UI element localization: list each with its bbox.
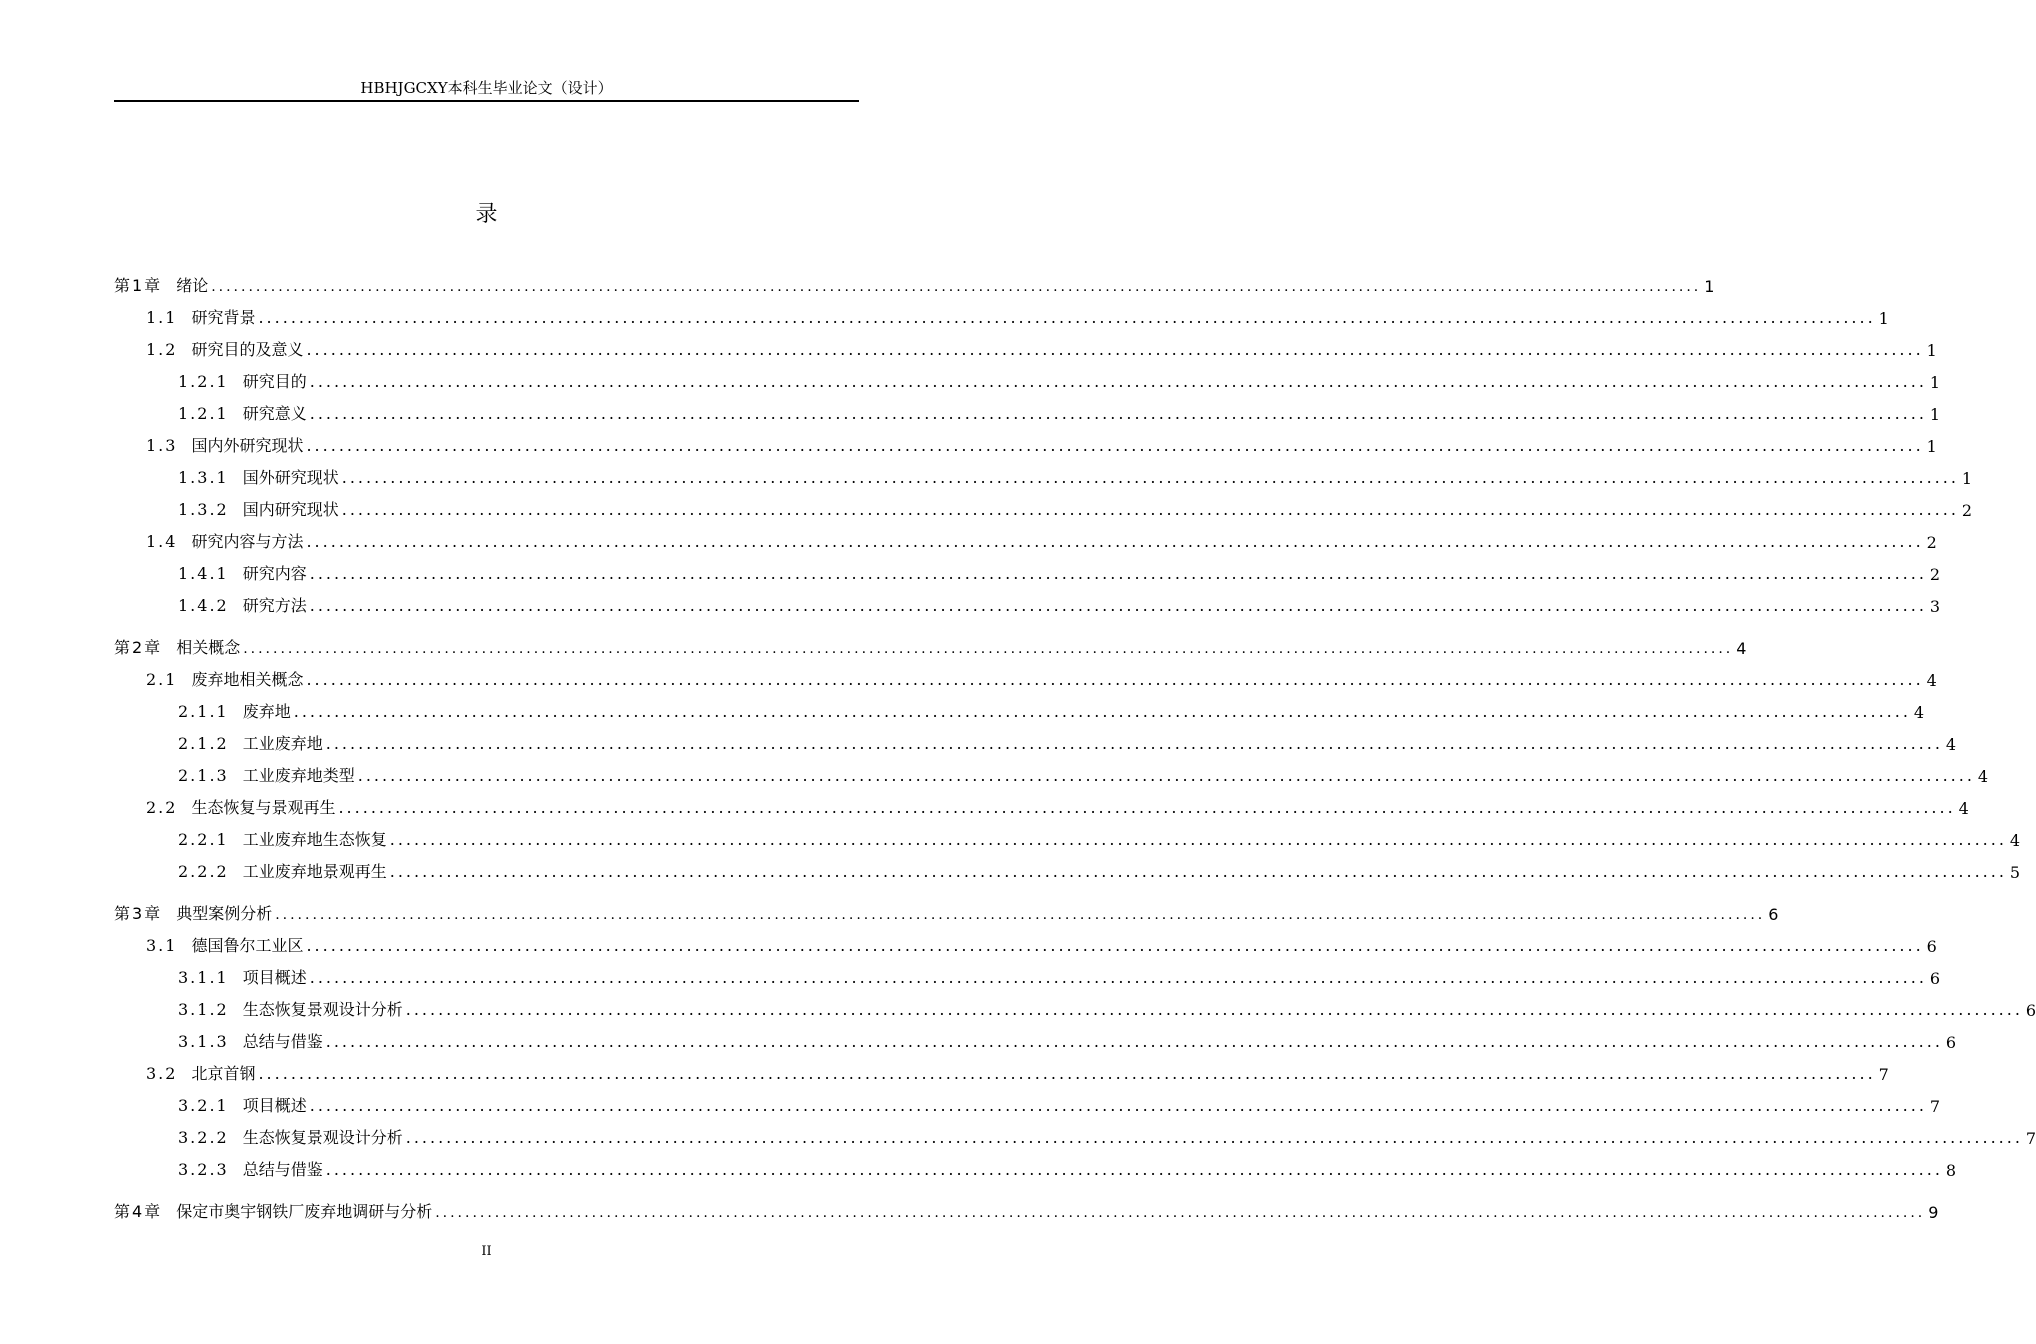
toc-leader-dots: ........................................................................................................................................................................................................ bbox=[306, 670, 1924, 689]
toc-title: 录 bbox=[475, 202, 498, 227]
toc-leader-dots: ........................................................................................................................................................................................................ bbox=[338, 798, 1956, 817]
toc-entry-title: 生态恢复景观设计分析 bbox=[242, 1000, 403, 1019]
toc-entry-title: 典型案例分析 bbox=[176, 904, 273, 923]
toc-entry bbox=[114, 756, 1989, 786]
toc-entry-page: 1 bbox=[1929, 405, 1941, 424]
toc-entry-label bbox=[114, 273, 208, 296]
toc-leader-dots: ........................................................................................................................................................................................................ bbox=[293, 702, 1911, 721]
toc-entry-number: 1.1 bbox=[146, 308, 178, 327]
header-rule bbox=[114, 100, 859, 102]
toc-entry bbox=[114, 1118, 2036, 1148]
toc-leader-dots: ........................................................................................................................................................................................................ bbox=[211, 279, 1702, 295]
toc-entry-number: 2.2.2 bbox=[178, 862, 229, 881]
toc-entry-number: 3.2 bbox=[146, 1064, 178, 1083]
toc-entry-page: 4 bbox=[1958, 799, 1969, 818]
toc-entry bbox=[114, 1022, 1957, 1052]
toc-entry-title: 生态恢复与景观再生 bbox=[191, 798, 336, 817]
toc-entry-page: 6 bbox=[1945, 1033, 1957, 1052]
toc-entry bbox=[114, 894, 1779, 924]
toc-entry-label bbox=[114, 827, 387, 850]
toc-entry-number: 1.2.1 bbox=[178, 372, 229, 391]
toc-entry-number: 2.1.3 bbox=[178, 766, 229, 785]
toc-entry-label bbox=[114, 795, 335, 818]
toc-entry-page: 2 bbox=[1926, 533, 1937, 552]
toc-leader-dots: ........................................................................................................................................................................................................ bbox=[325, 734, 1943, 753]
toc-entry bbox=[114, 490, 1973, 520]
toc-entry-page: 1 bbox=[1929, 373, 1941, 392]
toc-entry-title: 工业废弃地景观再生 bbox=[242, 862, 387, 881]
toc-entry-title: 国外研究现状 bbox=[242, 468, 339, 487]
toc-entry-title: 研究背景 bbox=[191, 308, 256, 327]
toc-entry-label bbox=[114, 731, 323, 754]
toc-entry-title: 工业废弃地 bbox=[242, 734, 323, 753]
toc-entry bbox=[114, 1086, 1941, 1116]
toc-entry-label bbox=[114, 1093, 307, 1116]
toc-leader-dots: ........................................................................................................................................................................................................ bbox=[435, 1205, 1926, 1221]
toc-leader-dots: ........................................................................................................................................................................................................ bbox=[275, 907, 1766, 923]
toc-entry-title: 工业废弃地类型 bbox=[242, 766, 355, 785]
toc-entry-title: 研究意义 bbox=[242, 404, 307, 423]
toc-leader-dots: ........................................................................................................................................................................................................ bbox=[243, 641, 1734, 657]
toc-entry-label bbox=[114, 901, 272, 924]
toc-entry-number: 第1章 bbox=[114, 276, 163, 295]
toc-entry-label bbox=[114, 1125, 403, 1148]
toc-entry-number: 3.2.2 bbox=[178, 1128, 229, 1147]
toc-entry-title: 研究目的 bbox=[242, 372, 307, 391]
toc-entry-label bbox=[114, 529, 303, 552]
toc-entry-title: 研究内容与方法 bbox=[191, 532, 304, 551]
toc-entry-page: 7 bbox=[2025, 1129, 2036, 1148]
toc-entry-title: 工业废弃地生态恢复 bbox=[242, 830, 387, 849]
toc-leader-dots: ........................................................................................................................................................................................................ bbox=[306, 436, 1924, 455]
toc-entry-number: 1.2.1 bbox=[178, 404, 229, 423]
toc-entry-label bbox=[114, 1199, 432, 1222]
toc-entry bbox=[114, 298, 1889, 328]
toc-entry bbox=[114, 1054, 1889, 1084]
toc-entry-page: 4 bbox=[1945, 735, 1957, 754]
toc-entry bbox=[114, 990, 2036, 1020]
toc-entry-title: 德国鲁尔工业区 bbox=[191, 936, 304, 955]
toc-entry-page: 9 bbox=[1928, 1203, 1939, 1222]
toc-entry bbox=[114, 554, 1941, 584]
toc-entry-page: 2 bbox=[1961, 501, 1973, 520]
toc-entry-title: 国内研究现状 bbox=[242, 500, 339, 519]
toc-leader-dots: ........................................................................................................................................................................................................ bbox=[405, 1000, 2023, 1019]
toc-entry-number: 3.1.1 bbox=[178, 968, 229, 987]
toc-entry-number: 2.1.2 bbox=[178, 734, 229, 753]
toc-entry-page: 7 bbox=[1929, 1097, 1941, 1116]
toc-entry bbox=[114, 1150, 1957, 1180]
toc-entry-number: 1.4 bbox=[146, 532, 178, 551]
toc-entry-label bbox=[114, 667, 303, 690]
toc-entry-number: 1.3.1 bbox=[178, 468, 229, 487]
toc-leader-dots: ........................................................................................................................................................................................................ bbox=[341, 500, 1959, 519]
toc-entry-number: 1.3.2 bbox=[178, 500, 229, 519]
toc-entry-label bbox=[114, 305, 255, 328]
toc-entry bbox=[114, 362, 1941, 392]
toc-entry-page: 5 bbox=[2009, 863, 2021, 882]
toc-leader-dots: ........................................................................................................................................................................................................ bbox=[341, 468, 1959, 487]
toc-entry-title: 保定市奥宇钢铁厂废弃地调研与分析 bbox=[176, 1202, 433, 1221]
toc-entry-title: 项目概述 bbox=[242, 1096, 307, 1115]
toc-entry bbox=[114, 266, 1715, 296]
toc-entry-label bbox=[114, 1061, 255, 1084]
toc-entry-number: 第2章 bbox=[114, 638, 163, 657]
toc-entry bbox=[114, 522, 1937, 552]
toc-entry-page: 4 bbox=[1926, 671, 1937, 690]
toc-entry-page: 1 bbox=[1961, 469, 1973, 488]
toc-entry-label bbox=[114, 859, 387, 882]
toc-entry-number: 1.4.2 bbox=[178, 596, 229, 615]
toc-entry-label bbox=[114, 497, 339, 520]
toc-entry-page: 1 bbox=[1926, 341, 1937, 360]
toc-entry-number: 2.2.1 bbox=[178, 830, 229, 849]
toc-entry bbox=[114, 458, 1973, 488]
toc-leader-dots: ........................................................................................................................................................................................................ bbox=[258, 308, 1876, 327]
toc-leader-dots: ........................................................................................................................................................................................................ bbox=[309, 968, 1927, 987]
toc-entry-number: 1.3 bbox=[146, 436, 178, 455]
toc-leader-dots: ........................................................................................................................................................................................................ bbox=[309, 564, 1927, 583]
toc-entry-title: 研究方法 bbox=[242, 596, 307, 615]
toc-entry-number: 3.1 bbox=[146, 936, 178, 955]
toc-leader-dots: ........................................................................................................................................................................................................ bbox=[357, 766, 1975, 785]
toc-entry-title: 总结与借鉴 bbox=[242, 1160, 323, 1179]
toc-entry-label bbox=[114, 401, 307, 424]
toc-entry-number: 3.1.2 bbox=[178, 1000, 229, 1019]
toc-entry-number: 2.2 bbox=[146, 798, 178, 817]
toc-entry-number: 2.1 bbox=[146, 670, 178, 689]
toc-entry-label bbox=[114, 1157, 323, 1180]
toc-leader-dots: ........................................................................................................................................................................................................ bbox=[258, 1064, 1876, 1083]
toc-entry bbox=[114, 788, 1969, 818]
toc-entry bbox=[114, 330, 1937, 360]
toc-leader-dots: ........................................................................................................................................................................................................ bbox=[405, 1128, 2023, 1147]
toc-entry-title: 总结与借鉴 bbox=[242, 1032, 323, 1051]
toc-entry-label bbox=[114, 699, 291, 722]
toc-entry-page: 4 bbox=[2009, 831, 2021, 850]
toc-entry-page: 4 bbox=[1977, 767, 1989, 786]
toc-entry-label bbox=[114, 1029, 323, 1052]
toc-entry-label bbox=[114, 635, 240, 658]
toc-leader-dots: ........................................................................................................................................................................................................ bbox=[309, 404, 1927, 423]
toc-entry-title: 研究内容 bbox=[242, 564, 307, 583]
toc-entry bbox=[114, 724, 1957, 754]
toc-entry-number: 1.2 bbox=[146, 340, 178, 359]
toc-leader-dots: ........................................................................................................................................................................................................ bbox=[306, 532, 1924, 551]
toc-leader-dots: ........................................................................................................................................................................................................ bbox=[389, 862, 2007, 881]
toc-leader-dots: ........................................................................................................................................................................................................ bbox=[306, 936, 1924, 955]
toc-entry-page: 8 bbox=[1945, 1161, 1957, 1180]
toc-entry-number: 3.2.1 bbox=[178, 1096, 229, 1115]
toc-leader-dots: ........................................................................................................................................................................................................ bbox=[309, 1096, 1927, 1115]
toc-entry-title: 生态恢复景观设计分析 bbox=[242, 1128, 403, 1147]
toc-entry-title: 废弃地相关概念 bbox=[191, 670, 304, 689]
toc-entry-number: 第4章 bbox=[114, 1202, 163, 1221]
toc-entry-number: 3.2.3 bbox=[178, 1160, 229, 1179]
toc-entry-number: 2.1.1 bbox=[178, 702, 229, 721]
toc-entry-page: 2 bbox=[1929, 565, 1941, 584]
toc-entry-label bbox=[114, 763, 355, 786]
toc-entry bbox=[114, 1192, 1939, 1222]
toc-entry-label bbox=[114, 965, 307, 988]
toc-entry-page: 4 bbox=[1736, 639, 1747, 658]
toc-entry-page: 4 bbox=[1913, 703, 1925, 722]
toc-entry-page: 6 bbox=[1926, 937, 1937, 956]
toc-leader-dots: ........................................................................................................................................................................................................ bbox=[309, 372, 1927, 391]
toc-leader-dots: ........................................................................................................................................................................................................ bbox=[306, 340, 1924, 359]
toc-entry-page: 7 bbox=[1878, 1065, 1889, 1084]
toc-entry-title: 国内外研究现状 bbox=[191, 436, 304, 455]
toc-entry bbox=[114, 958, 1941, 988]
toc-entry bbox=[114, 586, 1941, 616]
toc-entry-title: 研究目的及意义 bbox=[191, 340, 304, 359]
toc-leader-dots: ........................................................................................................................................................................................................ bbox=[325, 1032, 1943, 1051]
toc-leader-dots: ........................................................................................................................................................................................................ bbox=[309, 596, 1927, 615]
toc-entry-title: 项目概述 bbox=[242, 968, 307, 987]
page-number: II bbox=[481, 1244, 492, 1259]
toc-entry-label bbox=[114, 593, 307, 616]
toc-entry-page: 1 bbox=[1878, 309, 1889, 328]
toc-entry-number: 3.1.3 bbox=[178, 1032, 229, 1051]
toc-entry bbox=[114, 394, 1941, 424]
toc-entry bbox=[114, 628, 1747, 658]
toc-entry bbox=[114, 852, 2021, 882]
toc-entry-label bbox=[114, 933, 303, 956]
toc-entry bbox=[114, 926, 1937, 956]
toc-entry-page: 6 bbox=[1929, 969, 1941, 988]
toc-entry-label bbox=[114, 997, 403, 1020]
toc-entry-page: 1 bbox=[1926, 437, 1937, 456]
toc-entry bbox=[114, 426, 1937, 456]
toc-entry bbox=[114, 692, 1925, 722]
toc-entry-label bbox=[114, 561, 307, 584]
toc-entry-label bbox=[114, 337, 303, 360]
toc-entry-label bbox=[114, 369, 307, 392]
toc-entry-page: 1 bbox=[1704, 277, 1715, 296]
page-header: HBHJGCXY本科生毕业论文（设计） bbox=[360, 79, 613, 97]
toc-entry-page: 6 bbox=[1768, 905, 1779, 924]
toc-leader-dots: ........................................................................................................................................................................................................ bbox=[389, 830, 2007, 849]
toc-leader-dots: ........................................................................................................................................................................................................ bbox=[325, 1160, 1943, 1179]
toc-entry-title: 废弃地 bbox=[242, 702, 291, 721]
toc-entry bbox=[114, 660, 1937, 690]
toc-entry-number: 1.4.1 bbox=[178, 564, 229, 583]
toc-entry-page: 3 bbox=[1929, 597, 1941, 616]
toc-entry-label bbox=[114, 433, 303, 456]
toc-entry-title: 北京首钢 bbox=[191, 1064, 256, 1083]
toc-entry-page: 6 bbox=[2025, 1001, 2036, 1020]
toc-entry-number: 第3章 bbox=[114, 904, 163, 923]
toc-entry-label bbox=[114, 465, 339, 488]
toc-entry bbox=[114, 820, 2021, 850]
toc-entry-title: 绪论 bbox=[176, 276, 209, 295]
toc-entry-title: 相关概念 bbox=[176, 638, 241, 657]
